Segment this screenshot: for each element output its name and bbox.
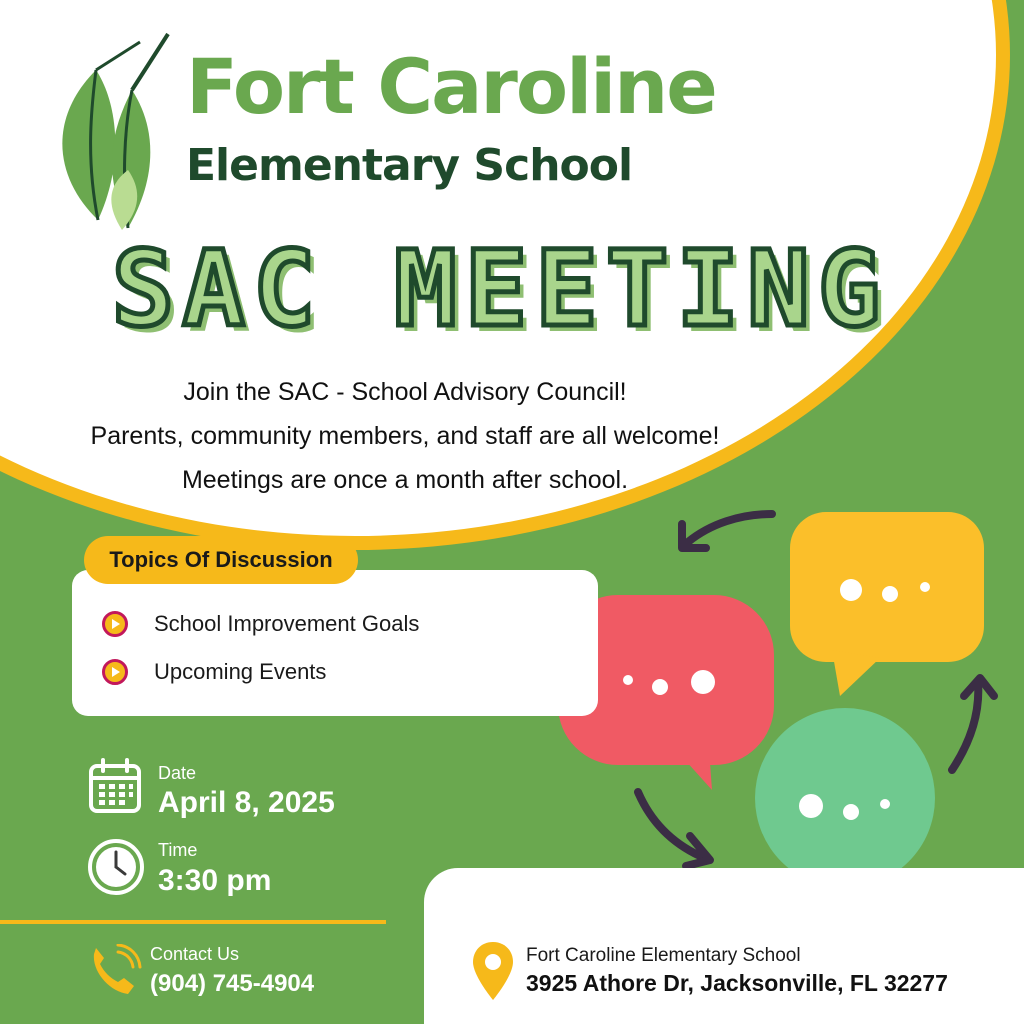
phone-icon	[88, 944, 142, 1000]
topics-card	[72, 570, 598, 716]
arrow-icon	[638, 792, 700, 856]
intro-line: Meetings are once a month after school.	[181, 466, 629, 494]
play-bullet-icon	[102, 659, 128, 685]
clock-icon	[87, 838, 145, 896]
intro-line: Parents, community members, and staff are all welcome!	[90, 422, 720, 450]
headline: SAC MEETING	[111, 228, 889, 350]
speech-bubble-icon	[790, 512, 984, 696]
contact-phone[interactable]: (904) 745-4904	[150, 970, 315, 997]
feather-icon	[36, 30, 186, 235]
intro-text	[0, 370, 810, 502]
topic-label: School Improvement Goals	[154, 611, 420, 636]
calendar-icon	[88, 758, 142, 814]
play-bullet-icon	[102, 611, 128, 637]
location-address[interactable]: 3925 Athore Dr, Jacksonville, FL 32277	[526, 970, 948, 996]
topic-item	[102, 659, 326, 685]
topics-heading: Topics Of Discussion	[84, 536, 358, 584]
time-value: 3:30 pm	[158, 864, 272, 897]
topic-label: Upcoming Events	[154, 659, 327, 684]
arrow-icon	[688, 514, 772, 542]
school-name: Fort Caroline	[186, 42, 716, 131]
time-label: Time	[158, 840, 198, 860]
intro-line: Join the SAC - School Advisory Council!	[183, 378, 627, 406]
date-value: April 8, 2025	[158, 786, 335, 819]
contact-label: Contact Us	[150, 944, 240, 964]
location-pin-icon	[470, 940, 516, 1002]
date-label: Date	[158, 763, 197, 783]
speech-bubbles-graphic	[540, 500, 1010, 930]
location-name: Fort Caroline Elementary School	[526, 945, 801, 966]
school-subtitle: Elementary School	[186, 140, 633, 191]
divider	[0, 920, 386, 924]
topic-item	[102, 611, 419, 637]
